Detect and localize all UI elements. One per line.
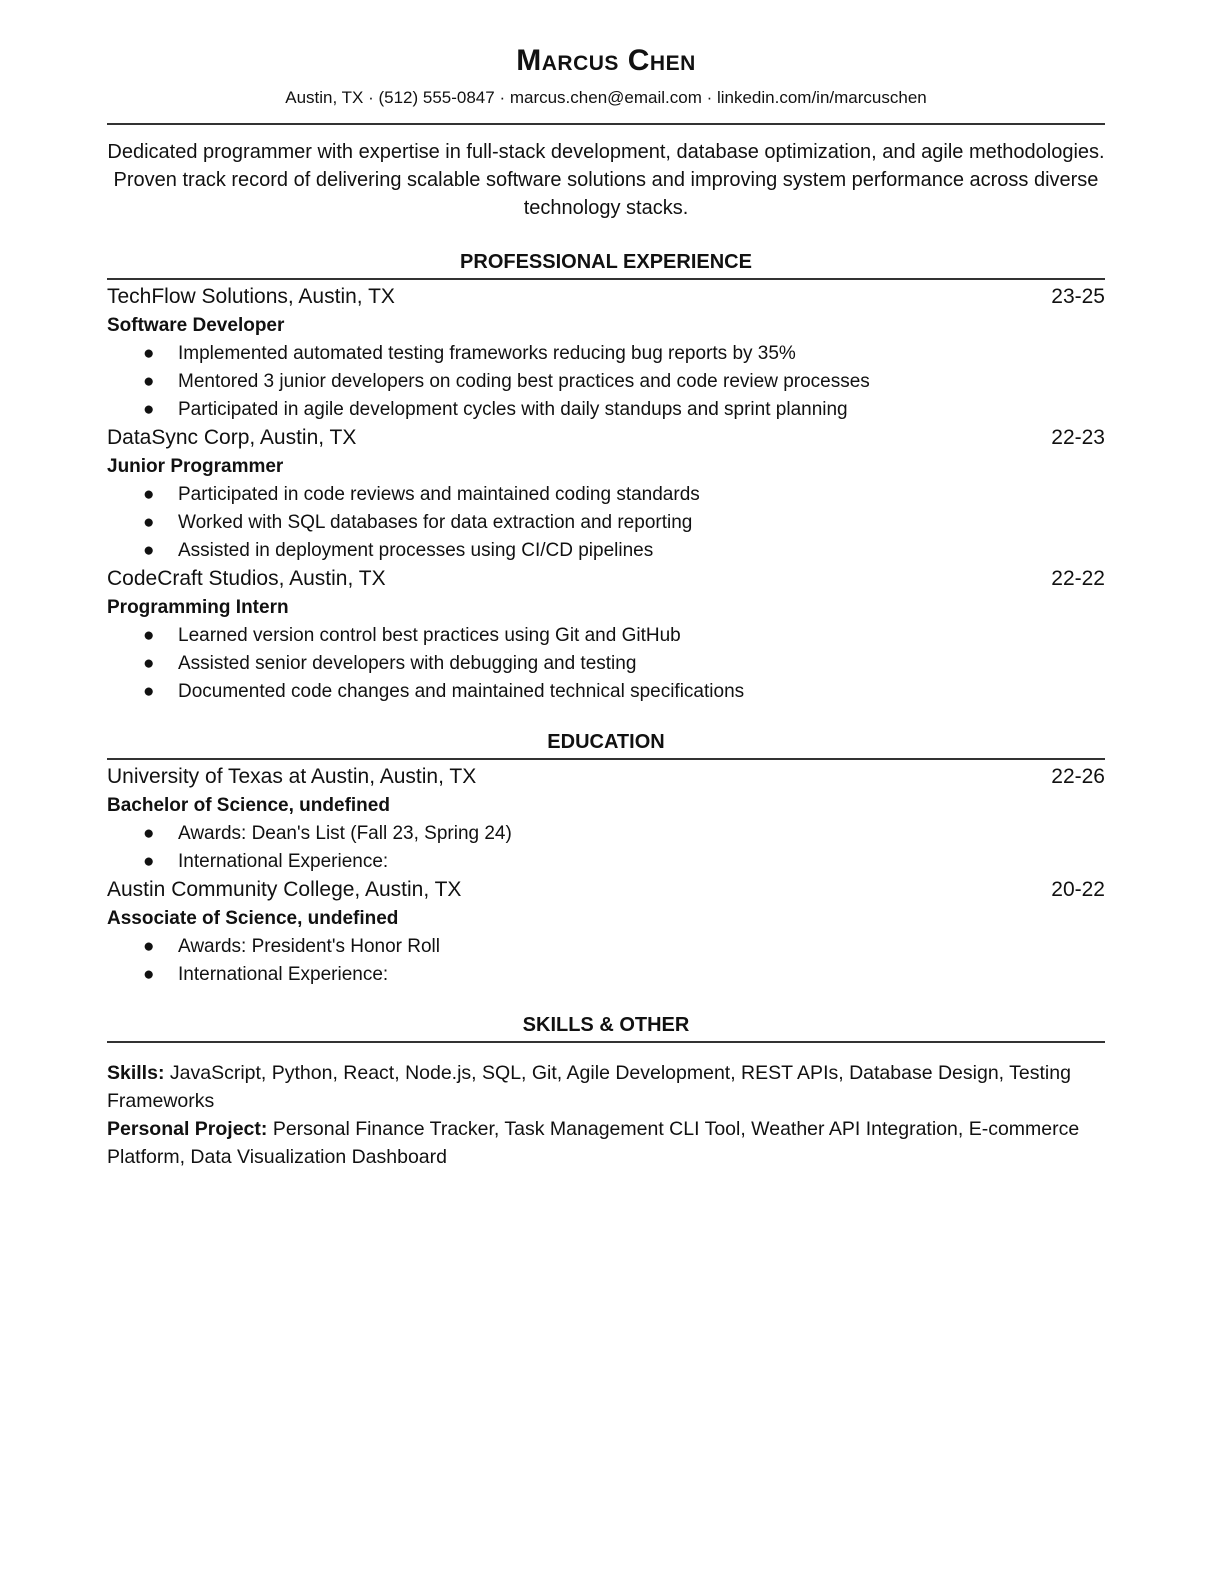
bullet-icon: ● [143,653,155,674]
employment-dates: 22-23 [1051,426,1105,449]
degree: Bachelor of Science, undefined [107,795,390,816]
bullet-icon: ● [143,681,155,702]
bullet-icon: ● [143,399,155,420]
bullet-icon: ● [143,343,155,364]
skills-label: Skills: [107,1062,165,1084]
employment-dates: 22-22 [1051,567,1105,590]
school: University of Texas at Austin, Austin, TX [107,765,477,788]
employer: DataSync Corp, Austin, TX [107,426,357,449]
bullet-icon: ● [143,936,155,957]
experience-entry-header [107,426,1105,454]
bullet-icon: ● [143,851,155,872]
degree: Associate of Science, undefined [107,908,399,929]
experience-entry-header [107,285,1105,313]
employment-dates: 23-25 [1051,285,1105,308]
school: Austin Community College, Austin, TX [107,878,462,901]
experience-section-title: PROFESSIONAL EXPERIENCE [460,251,752,273]
bullet-icon: ● [143,484,155,505]
bullet-icon: ● [143,823,155,844]
project-label: Personal Project: [107,1118,268,1140]
bullet-icon: ● [143,964,155,985]
skills-divider [107,1041,1105,1043]
bullet-icon: ● [143,512,155,533]
bullet-icon: ● [143,625,155,646]
job-title: Junior Programmer [107,456,284,477]
education-dates: 22-26 [1051,765,1105,788]
job-title: Programming Intern [107,597,289,618]
experience-divider [107,278,1105,280]
education-dates: 20-22 [1051,878,1105,901]
bullet-icon: ● [143,540,155,561]
skills-block [107,1059,1105,1171]
job-title: Software Developer [107,315,285,336]
education-divider [107,758,1105,760]
skills-line [107,1059,1105,1115]
experience-entry-header [107,567,1105,595]
education-section-title: EDUCATION [547,731,665,753]
summary-paragraph: Dedicated programmer with expertise in full-stack development, database optimization, and agile methodologies. Proven track record of delivering scalable software solutions and improving system performance across diverse technology stacks. [107,141,1105,219]
contact-line: Austin, TX · (512) 555-0847 · marcus.chen@email.com · linkedin.com/in/marcuschen [285,88,927,107]
project-value: Personal Finance Tracker, Task Management CLI Tool, Weather API Integration, E-commerce Platform, Data Visualization Dashboard [107,1118,1080,1168]
education-entry-header [107,878,1105,906]
header-divider [107,123,1105,125]
skills-section-title: SKILLS & OTHER [522,1014,690,1036]
employer: CodeCraft Studios, Austin, TX [107,567,386,590]
education-entry-header [107,765,1105,793]
project-line [107,1115,1105,1171]
bullet-icon: ● [143,371,155,392]
candidate-name: Marcus Chen [516,44,696,77]
employer: TechFlow Solutions, Austin, TX [107,285,395,308]
skills-value: JavaScript, Python, React, Node.js, SQL, Git, Agile Development, REST APIs, Database Design, Testing Frameworks [107,1062,1071,1112]
